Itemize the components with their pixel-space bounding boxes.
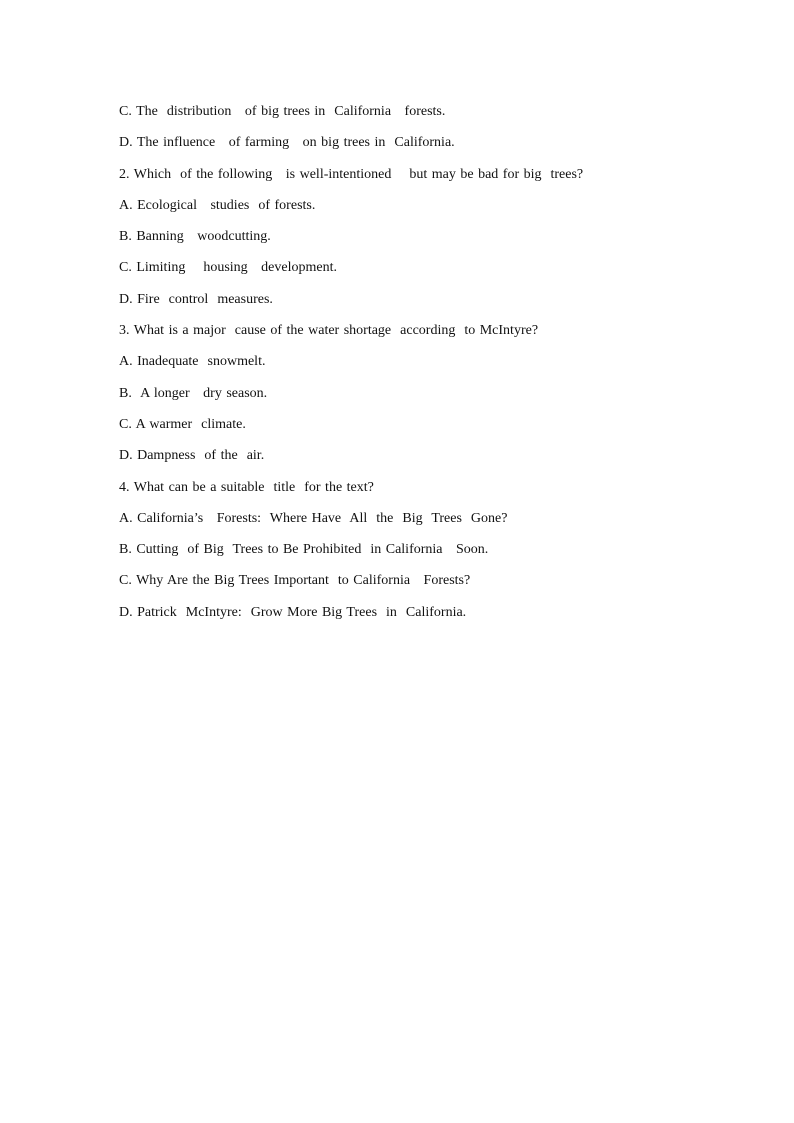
option-3a: A. Inadequate snowmelt. <box>119 354 266 370</box>
question-3: 3. What is a major cause of the water shortage according to McIntyre? <box>119 323 539 339</box>
option-2b: B. Banning woodcutting. <box>119 229 271 245</box>
option-4b: B. Cutting of Big Trees to Be Prohibited in California Soon. <box>119 542 489 558</box>
question-4: 4. What can be a suitable title for the text? <box>119 479 374 495</box>
option-3c: C. A warmer climate. <box>119 416 246 432</box>
option-3d: D. Dampness of the air. <box>119 448 265 464</box>
option-3b: B. A longer dry season. <box>119 385 268 401</box>
option-2d: D. Fire control measures. <box>119 291 273 307</box>
option-2a: A. Ecological studies of forests. <box>119 197 316 213</box>
option-2c: C. Limiting housing development. <box>119 260 337 276</box>
option-1c: C. The distribution of big trees in California forests. <box>119 104 446 119</box>
option-4c: C. Why Are the Big Trees Important to California Forests? <box>119 573 471 589</box>
option-4a: A. California’s Forests: Where Have All the Big Trees Gone? <box>119 510 508 526</box>
question-2: 2. Which of the following is well-intentioned but may be bad for big trees? <box>119 166 584 182</box>
option-4d: D. Patrick McIntyre: Grow More Big Trees in California. <box>119 604 467 620</box>
question-list <box>119 102 719 634</box>
option-1d: D. The influence of farming on big trees in California. <box>119 135 455 151</box>
